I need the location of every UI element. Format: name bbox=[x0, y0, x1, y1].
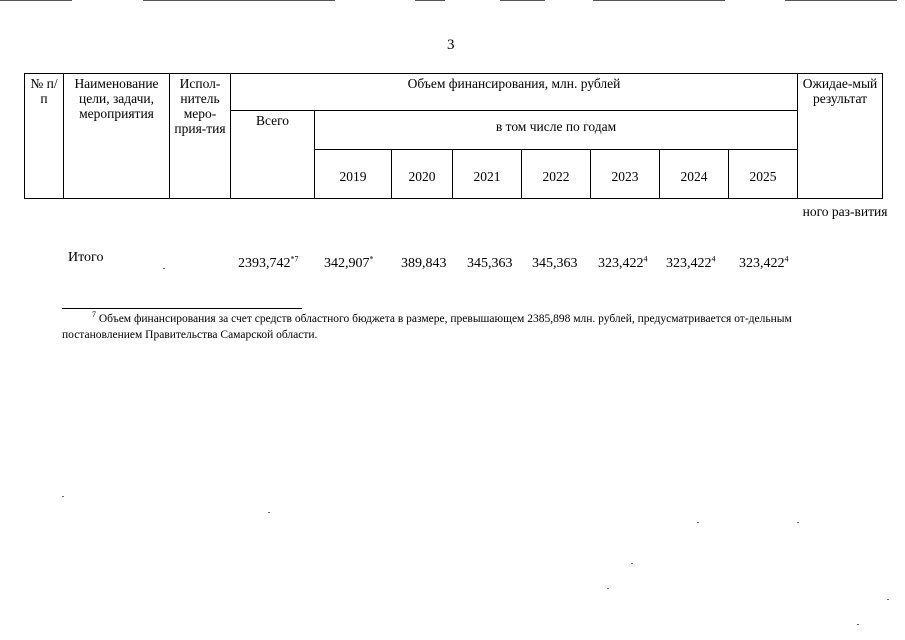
header-name: Наименование цели, задачи, мероприятия bbox=[64, 74, 170, 199]
top-rule bbox=[0, 0, 72, 1]
scan-speck bbox=[62, 496, 64, 497]
value-2025: 323,422$^4$ bbox=[739, 254, 789, 271]
scan-speck bbox=[887, 599, 889, 600]
result-continuation: ного раз-вития bbox=[802, 204, 888, 219]
value-2019: 342,907* bbox=[324, 254, 374, 271]
top-rule bbox=[593, 0, 725, 1]
footnote-text: Объем финансирования за счет средств областного бюджета в размере, превышающем 2385,898 млн. рублей, предусматривается от-дельным постановлением Правительства Самарской области. bbox=[62, 313, 792, 341]
year-2021: 2021 bbox=[453, 150, 522, 199]
top-rule bbox=[415, 0, 445, 1]
total-value: 2393,742$^{*7}$ bbox=[238, 254, 299, 271]
year-2022: 2022 bbox=[522, 150, 591, 199]
year-2020: 2020 bbox=[392, 150, 453, 199]
footnote-rule bbox=[62, 308, 302, 309]
top-rule bbox=[785, 0, 897, 1]
scan-speck bbox=[797, 522, 799, 523]
header-num: № п/п bbox=[25, 74, 64, 199]
year-2023: 2023 bbox=[591, 150, 660, 199]
year-2024: 2024 bbox=[660, 150, 729, 199]
header-total: Всего bbox=[231, 111, 315, 199]
value-2021: 345,363 bbox=[467, 256, 513, 271]
value-2023: 323,422$^4$ bbox=[598, 254, 648, 271]
funding-table bbox=[24, 73, 883, 199]
header-result: Ожидае-мый результат bbox=[798, 74, 883, 199]
scan-speck bbox=[163, 268, 165, 269]
header-executor: Испол-нитель меро-прия-тия bbox=[170, 74, 231, 199]
scan-speck bbox=[857, 624, 859, 625]
top-rule bbox=[500, 0, 545, 1]
header-by-years: в том числе по годам bbox=[315, 111, 798, 150]
total-label: Итого bbox=[68, 250, 104, 265]
scan-speck bbox=[607, 588, 609, 589]
year-2025: 2025 bbox=[729, 150, 798, 199]
footnote-mark: 7 bbox=[92, 310, 96, 320]
value-2024: 323,422$^4$ bbox=[666, 254, 716, 271]
value-2022: 345,363 bbox=[532, 256, 578, 271]
top-rule bbox=[143, 0, 335, 1]
scan-speck bbox=[697, 522, 699, 523]
year-2019: 2019 bbox=[315, 150, 392, 199]
value-2020: 389,843 bbox=[401, 256, 447, 271]
header-funding: Объем финансирования, млн. рублей bbox=[231, 74, 798, 111]
page-number: 3 bbox=[447, 37, 455, 53]
footnote bbox=[62, 311, 852, 343]
scan-speck bbox=[268, 512, 270, 513]
scan-speck bbox=[631, 563, 633, 564]
